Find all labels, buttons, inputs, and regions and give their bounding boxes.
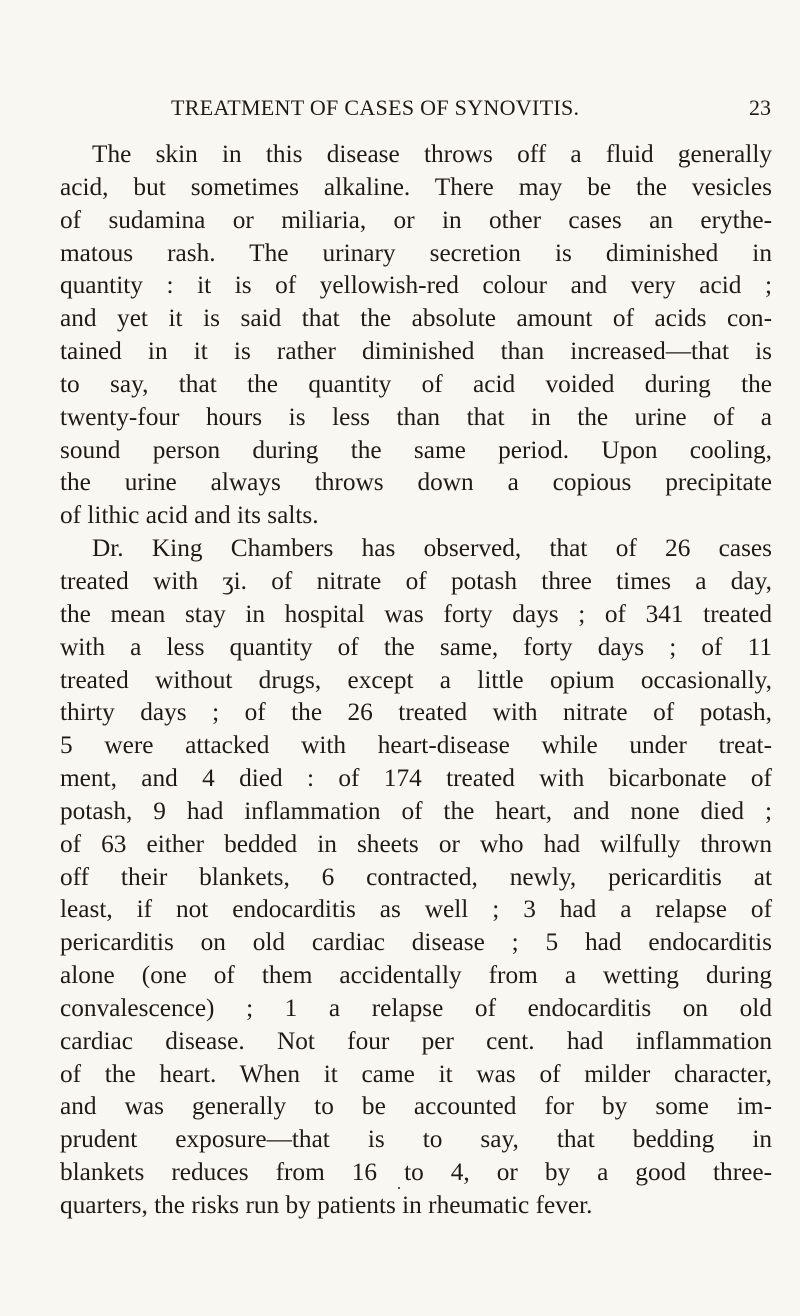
text-line: twenty-four hours is less than that in the urine of a — [60, 402, 772, 431]
text-line: to say, that the quantity of acid voided during the — [60, 369, 772, 398]
text-line: The skin in this disease throws off a fluid generally — [92, 140, 772, 168]
text-line: of sudamina or miliaria, or in other cases an erythe- — [60, 205, 772, 234]
running-title: TREATMENT OF CASES OF SYNOVITIS. — [171, 95, 580, 120]
text-line: with a less quantity of the same, forty days ; of 11 — [60, 632, 772, 661]
print-speck — [398, 1187, 400, 1189]
text-line: of lithic acid and its salts. — [60, 501, 319, 530]
text-line: of the heart. When it came it was of milder character, — [60, 1059, 772, 1088]
text-line: sound person during the same period. Upon cooling, — [60, 435, 772, 464]
text-line: tained in it is rather diminished than increased—that is — [60, 337, 772, 366]
text-line: the urine always throws down a copious precipitate — [60, 468, 772, 497]
text-line: thirty days ; of the 26 treated with nitrate of potash, — [60, 698, 772, 727]
paragraph-2 — [60, 532, 772, 1222]
text-line: convalescence) ; 1 a relapse of endocarditis on old — [60, 993, 772, 1022]
text-line: treated with ʒi. of nitrate of potash three times a day, — [60, 566, 772, 595]
text-line: matous rash. The urinary secretion is diminished in — [60, 238, 772, 267]
paragraph-1 — [60, 138, 772, 532]
text-line: potash, 9 had inflammation of the heart, and none died ; — [60, 796, 772, 825]
body-text — [60, 138, 772, 1222]
text-line: least, if not endocarditis as well ; 3 had a relapse of — [60, 895, 772, 924]
text-line: the mean stay in hospital was forty days ; of 341 treated — [60, 599, 772, 628]
text-line: alone (one of them accidentally from a wetting during — [60, 961, 772, 990]
page-number: 23 — [749, 95, 771, 120]
text-line: off their blankets, 6 contracted, newly, pericarditis at — [60, 862, 772, 891]
text-line: prudent exposure—that is to say, that bedding in — [60, 1125, 772, 1154]
text-line: and was generally to be accounted for by some im- — [60, 1092, 772, 1121]
text-line: Dr. King Chambers has observed, that of 26 cases — [92, 534, 772, 563]
text-line: quarters, the risks run by patients in rheumatic fever. — [60, 1191, 593, 1219]
text-line: quantity : it is of yellowish-red colour and very acid ; — [60, 271, 772, 300]
text-line: ment, and 4 died : of 174 treated with bicarbonate of — [60, 764, 772, 793]
text-line: blankets reduces from 16 to 4, or by a good three- — [60, 1158, 772, 1187]
text-line: pericarditis on old cardiac disease ; 5 had endocarditis — [60, 928, 772, 957]
text-line: acid, but sometimes alkaline. There may be the vesicles — [60, 172, 772, 201]
text-line: 5 were attacked with heart-disease while under treat- — [60, 731, 772, 760]
text-line: treated without drugs, except a little opium occasionally, — [60, 665, 772, 694]
text-line: cardiac disease. Not four per cent. had inflammation — [60, 1026, 772, 1055]
text-line: of 63 either bedded in sheets or who had wilfully thrown — [60, 829, 772, 858]
text-line: and yet it is said that the absolute amount of acids con- — [60, 304, 772, 333]
running-head — [66, 93, 771, 123]
